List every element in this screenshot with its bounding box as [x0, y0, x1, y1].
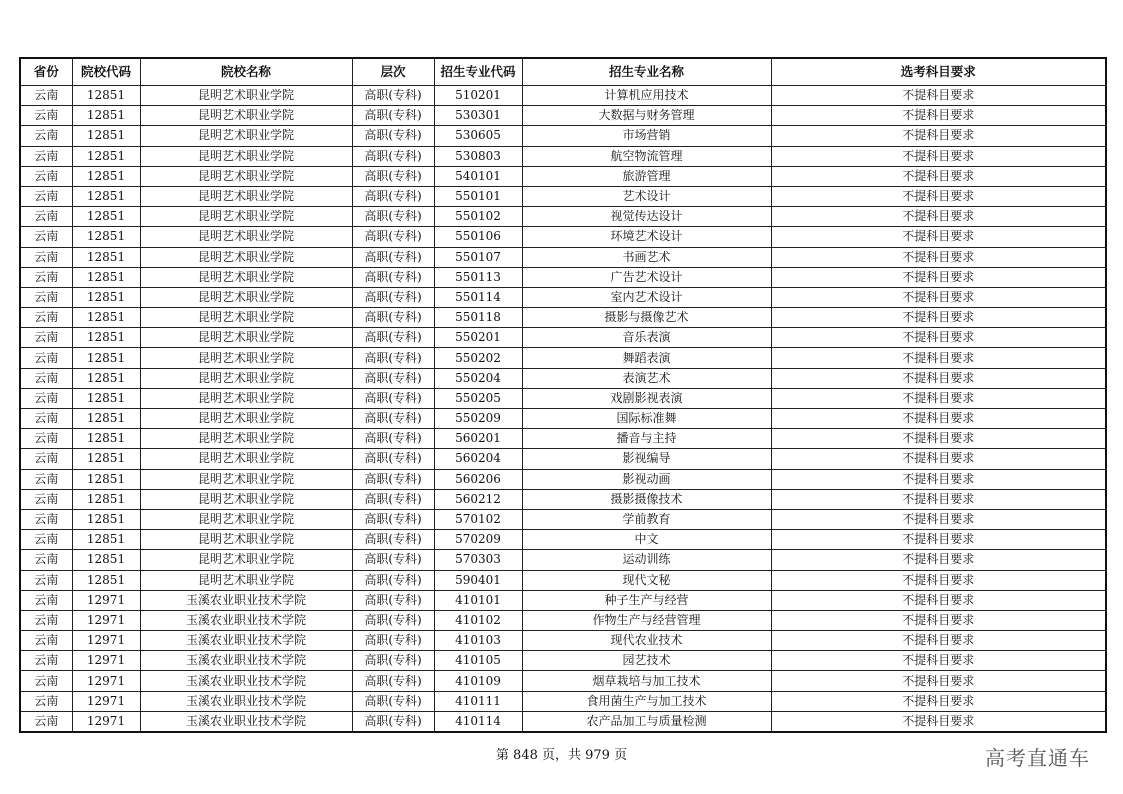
- cell-major-code: 550209: [434, 409, 522, 429]
- cell-school-code: 12851: [72, 368, 140, 388]
- cell-school-name: 昆明艺术职业学院: [140, 550, 352, 570]
- cell-province: 云南: [20, 691, 72, 711]
- table-row: [20, 328, 1106, 348]
- cell-major-name: 摄影与摄像艺术: [522, 308, 771, 328]
- cell-province: 云南: [20, 348, 72, 368]
- cell-level: 高职(专科): [352, 287, 434, 307]
- cell-major-name: 计算机应用技术: [522, 86, 771, 106]
- header-row: [20, 58, 1106, 86]
- header-major-name: 招生专业名称: [522, 58, 771, 86]
- cell-major-code: 550114: [434, 287, 522, 307]
- table-row: [20, 429, 1106, 449]
- cell-subject-requirement: 不提科目要求: [771, 711, 1106, 732]
- cell-school-name: 昆明艺术职业学院: [140, 509, 352, 529]
- cell-level: 高职(专科): [352, 247, 434, 267]
- cell-province: 云南: [20, 429, 72, 449]
- table-row: [20, 368, 1106, 388]
- table-row: [20, 287, 1106, 307]
- cell-level: 高职(专科): [352, 610, 434, 630]
- cell-major-code: 410105: [434, 651, 522, 671]
- cell-major-name: 农产品加工与质量检测: [522, 711, 771, 732]
- cell-major-code: 570209: [434, 530, 522, 550]
- cell-major-name: 书画艺术: [522, 247, 771, 267]
- cell-subject-requirement: 不提科目要求: [771, 388, 1106, 408]
- cell-major-name: 旅游管理: [522, 166, 771, 186]
- cell-level: 高职(专科): [352, 489, 434, 509]
- cell-school-code: 12971: [72, 711, 140, 732]
- table-row: [20, 631, 1106, 651]
- admission-table: [19, 57, 1107, 733]
- table-row: [20, 388, 1106, 408]
- cell-major-name: 航空物流管理: [522, 146, 771, 166]
- cell-school-name: 玉溪农业职业技术学院: [140, 651, 352, 671]
- cell-school-name: 昆明艺术职业学院: [140, 308, 352, 328]
- cell-major-name: 中文: [522, 530, 771, 550]
- cell-school-name: 昆明艺术职业学院: [140, 429, 352, 449]
- cell-province: 云南: [20, 186, 72, 206]
- cell-major-name: 现代文秘: [522, 570, 771, 590]
- table-row: [20, 449, 1106, 469]
- cell-subject-requirement: 不提科目要求: [771, 126, 1106, 146]
- cell-level: 高职(专科): [352, 126, 434, 146]
- cell-major-name: 视觉传达设计: [522, 207, 771, 227]
- cell-school-code: 12851: [72, 489, 140, 509]
- cell-level: 高职(专科): [352, 409, 434, 429]
- cell-school-code: 12851: [72, 126, 140, 146]
- cell-subject-requirement: 不提科目要求: [771, 287, 1106, 307]
- header-school-code: 院校代码: [72, 58, 140, 86]
- cell-major-code: 550113: [434, 267, 522, 287]
- cell-subject-requirement: 不提科目要求: [771, 247, 1106, 267]
- cell-major-code: 590401: [434, 570, 522, 590]
- cell-subject-requirement: 不提科目要求: [771, 550, 1106, 570]
- cell-school-name: 昆明艺术职业学院: [140, 106, 352, 126]
- page-number: 第 848 页，共 979 页: [495, 748, 628, 763]
- cell-subject-requirement: 不提科目要求: [771, 166, 1106, 186]
- table-row: [20, 509, 1106, 529]
- cell-major-name: 园艺技术: [522, 651, 771, 671]
- cell-school-code: 12851: [72, 186, 140, 206]
- cell-province: 云南: [20, 368, 72, 388]
- table-row: [20, 590, 1106, 610]
- cell-major-code: 540101: [434, 166, 522, 186]
- table-row: [20, 86, 1106, 106]
- cell-school-name: 昆明艺术职业学院: [140, 530, 352, 550]
- cell-province: 云南: [20, 287, 72, 307]
- cell-school-code: 12851: [72, 469, 140, 489]
- cell-province: 云南: [20, 308, 72, 328]
- cell-level: 高职(专科): [352, 348, 434, 368]
- cell-major-code: 530803: [434, 146, 522, 166]
- cell-school-code: 12851: [72, 328, 140, 348]
- table-row: [20, 267, 1106, 287]
- cell-province: 云南: [20, 126, 72, 146]
- cell-subject-requirement: 不提科目要求: [771, 429, 1106, 449]
- cell-school-code: 12971: [72, 631, 140, 651]
- watermark: 高考直通车: [985, 746, 1090, 770]
- cell-level: 高职(专科): [352, 590, 434, 610]
- cell-subject-requirement: 不提科目要求: [771, 590, 1106, 610]
- cell-major-code: 530605: [434, 126, 522, 146]
- cell-major-code: 510201: [434, 86, 522, 106]
- table-row: [20, 186, 1106, 206]
- cell-level: 高职(专科): [352, 186, 434, 206]
- cell-school-code: 12851: [72, 287, 140, 307]
- cell-level: 高职(专科): [352, 429, 434, 449]
- cell-province: 云南: [20, 388, 72, 408]
- cell-major-code: 550118: [434, 308, 522, 328]
- cell-level: 高职(专科): [352, 449, 434, 469]
- cell-major-name: 市场营销: [522, 126, 771, 146]
- table-row: [20, 166, 1106, 186]
- cell-subject-requirement: 不提科目要求: [771, 651, 1106, 671]
- cell-subject-requirement: 不提科目要求: [771, 671, 1106, 691]
- cell-school-name: 昆明艺术职业学院: [140, 469, 352, 489]
- cell-school-name: 昆明艺术职业学院: [140, 207, 352, 227]
- cell-level: 高职(专科): [352, 106, 434, 126]
- cell-school-code: 12971: [72, 691, 140, 711]
- cell-major-code: 530301: [434, 106, 522, 126]
- cell-major-name: 艺术设计: [522, 186, 771, 206]
- cell-major-code: 550202: [434, 348, 522, 368]
- cell-level: 高职(专科): [352, 509, 434, 529]
- cell-major-code: 550101: [434, 186, 522, 206]
- cell-subject-requirement: 不提科目要求: [771, 691, 1106, 711]
- cell-major-name: 广告艺术设计: [522, 267, 771, 287]
- cell-major-name: 戏剧影视表演: [522, 388, 771, 408]
- cell-level: 高职(专科): [352, 631, 434, 651]
- cell-school-code: 12971: [72, 651, 140, 671]
- cell-level: 高职(专科): [352, 267, 434, 287]
- table-header: [20, 58, 1106, 86]
- table-row: [20, 409, 1106, 429]
- table-row: [20, 711, 1106, 732]
- cell-school-name: 昆明艺术职业学院: [140, 267, 352, 287]
- cell-province: 云南: [20, 651, 72, 671]
- cell-level: 高职(专科): [352, 530, 434, 550]
- cell-subject-requirement: 不提科目要求: [771, 267, 1106, 287]
- cell-major-name: 表演艺术: [522, 368, 771, 388]
- cell-level: 高职(专科): [352, 651, 434, 671]
- header-major-code: 招生专业代码: [434, 58, 522, 86]
- cell-major-code: 560212: [434, 489, 522, 509]
- cell-province: 云南: [20, 86, 72, 106]
- cell-level: 高职(专科): [352, 146, 434, 166]
- table-row: [20, 489, 1106, 509]
- cell-major-code: 550201: [434, 328, 522, 348]
- cell-level: 高职(专科): [352, 671, 434, 691]
- cell-subject-requirement: 不提科目要求: [771, 186, 1106, 206]
- cell-school-code: 12851: [72, 106, 140, 126]
- cell-subject-requirement: 不提科目要求: [771, 631, 1106, 651]
- cell-major-name: 国际标准舞: [522, 409, 771, 429]
- cell-level: 高职(专科): [352, 570, 434, 590]
- cell-subject-requirement: 不提科目要求: [771, 489, 1106, 509]
- cell-major-code: 560204: [434, 449, 522, 469]
- cell-school-name: 昆明艺术职业学院: [140, 368, 352, 388]
- cell-level: 高职(专科): [352, 166, 434, 186]
- cell-school-name: 玉溪农业职业技术学院: [140, 631, 352, 651]
- cell-major-name: 音乐表演: [522, 328, 771, 348]
- header-school-name: 院校名称: [140, 58, 352, 86]
- cell-subject-requirement: 不提科目要求: [771, 227, 1106, 247]
- cell-subject-requirement: 不提科目要求: [771, 308, 1106, 328]
- cell-subject-requirement: 不提科目要求: [771, 530, 1106, 550]
- cell-school-code: 12851: [72, 388, 140, 408]
- cell-subject-requirement: 不提科目要求: [771, 409, 1106, 429]
- cell-province: 云南: [20, 328, 72, 348]
- table-row: [20, 671, 1106, 691]
- cell-major-code: 560201: [434, 429, 522, 449]
- cell-province: 云南: [20, 530, 72, 550]
- cell-major-name: 播音与主持: [522, 429, 771, 449]
- cell-level: 高职(专科): [352, 469, 434, 489]
- cell-level: 高职(专科): [352, 691, 434, 711]
- cell-major-code: 410102: [434, 610, 522, 630]
- cell-school-code: 12971: [72, 671, 140, 691]
- cell-major-name: 烟草栽培与加工技术: [522, 671, 771, 691]
- cell-major-name: 食用菌生产与加工技术: [522, 691, 771, 711]
- cell-province: 云南: [20, 227, 72, 247]
- cell-province: 云南: [20, 671, 72, 691]
- cell-province: 云南: [20, 247, 72, 267]
- cell-school-name: 昆明艺术职业学院: [140, 227, 352, 247]
- cell-province: 云南: [20, 489, 72, 509]
- cell-province: 云南: [20, 590, 72, 610]
- cell-school-name: 昆明艺术职业学院: [140, 449, 352, 469]
- cell-subject-requirement: 不提科目要求: [771, 449, 1106, 469]
- cell-province: 云南: [20, 610, 72, 630]
- table-row: [20, 469, 1106, 489]
- cell-school-code: 12851: [72, 429, 140, 449]
- cell-province: 云南: [20, 469, 72, 489]
- cell-level: 高职(专科): [352, 328, 434, 348]
- cell-province: 云南: [20, 267, 72, 287]
- table-row: [20, 570, 1106, 590]
- cell-major-code: 550106: [434, 227, 522, 247]
- table-row: [20, 126, 1106, 146]
- cell-school-code: 12851: [72, 146, 140, 166]
- cell-school-name: 昆明艺术职业学院: [140, 570, 352, 590]
- cell-province: 云南: [20, 146, 72, 166]
- cell-major-name: 大数据与财务管理: [522, 106, 771, 126]
- table-row: [20, 227, 1106, 247]
- cell-level: 高职(专科): [352, 550, 434, 570]
- table-row: [20, 610, 1106, 630]
- cell-school-code: 12851: [72, 449, 140, 469]
- cell-school-code: 12971: [72, 590, 140, 610]
- cell-province: 云南: [20, 409, 72, 429]
- cell-province: 云南: [20, 106, 72, 126]
- cell-major-code: 410103: [434, 631, 522, 651]
- cell-level: 高职(专科): [352, 711, 434, 732]
- table-row: [20, 247, 1106, 267]
- cell-subject-requirement: 不提科目要求: [771, 509, 1106, 529]
- cell-subject-requirement: 不提科目要求: [771, 106, 1106, 126]
- cell-level: 高职(专科): [352, 368, 434, 388]
- cell-school-code: 12851: [72, 207, 140, 227]
- table-row: [20, 146, 1106, 166]
- cell-school-name: 玉溪农业职业技术学院: [140, 711, 352, 732]
- cell-school-name: 玉溪农业职业技术学院: [140, 671, 352, 691]
- cell-school-code: 12851: [72, 308, 140, 328]
- cell-school-name: 玉溪农业职业技术学院: [140, 610, 352, 630]
- table-row: [20, 550, 1106, 570]
- cell-major-name: 运动训练: [522, 550, 771, 570]
- cell-major-code: 410109: [434, 671, 522, 691]
- cell-subject-requirement: 不提科目要求: [771, 610, 1106, 630]
- cell-province: 云南: [20, 711, 72, 732]
- cell-major-name: 学前教育: [522, 509, 771, 529]
- cell-major-code: 570102: [434, 509, 522, 529]
- table-row: [20, 348, 1106, 368]
- cell-major-name: 影视动画: [522, 469, 771, 489]
- cell-school-name: 玉溪农业职业技术学院: [140, 590, 352, 610]
- cell-province: 云南: [20, 449, 72, 469]
- cell-major-code: 550107: [434, 247, 522, 267]
- cell-subject-requirement: 不提科目要求: [771, 348, 1106, 368]
- cell-major-name: 现代农业技术: [522, 631, 771, 651]
- cell-major-name: 室内艺术设计: [522, 287, 771, 307]
- cell-province: 云南: [20, 550, 72, 570]
- cell-major-code: 410114: [434, 711, 522, 732]
- cell-subject-requirement: 不提科目要求: [771, 368, 1106, 388]
- cell-subject-requirement: 不提科目要求: [771, 86, 1106, 106]
- cell-major-name: 作物生产与经营管理: [522, 610, 771, 630]
- cell-school-code: 12851: [72, 550, 140, 570]
- cell-major-code: 550205: [434, 388, 522, 408]
- cell-school-name: 玉溪农业职业技术学院: [140, 691, 352, 711]
- cell-province: 云南: [20, 570, 72, 590]
- table-row: [20, 207, 1106, 227]
- cell-province: 云南: [20, 631, 72, 651]
- cell-major-code: 410101: [434, 590, 522, 610]
- cell-level: 高职(专科): [352, 388, 434, 408]
- cell-major-name: 环境艺术设计: [522, 227, 771, 247]
- table-row: [20, 530, 1106, 550]
- cell-subject-requirement: 不提科目要求: [771, 570, 1106, 590]
- header-subject-requirement: 选考科目要求: [771, 58, 1106, 86]
- cell-school-name: 昆明艺术职业学院: [140, 287, 352, 307]
- cell-subject-requirement: 不提科目要求: [771, 328, 1106, 348]
- cell-major-code: 410111: [434, 691, 522, 711]
- cell-school-code: 12851: [72, 409, 140, 429]
- cell-school-name: 昆明艺术职业学院: [140, 166, 352, 186]
- cell-school-code: 12851: [72, 247, 140, 267]
- cell-school-name: 昆明艺术职业学院: [140, 146, 352, 166]
- table-body: [20, 86, 1106, 733]
- table-row: [20, 106, 1106, 126]
- cell-level: 高职(专科): [352, 227, 434, 247]
- cell-school-code: 12851: [72, 530, 140, 550]
- cell-major-name: 影视编导: [522, 449, 771, 469]
- cell-major-name: 种子生产与经营: [522, 590, 771, 610]
- cell-school-code: 12851: [72, 348, 140, 368]
- cell-school-code: 12851: [72, 227, 140, 247]
- table-row: [20, 691, 1106, 711]
- cell-level: 高职(专科): [352, 308, 434, 328]
- cell-major-code: 550204: [434, 368, 522, 388]
- cell-school-code: 12971: [72, 610, 140, 630]
- cell-school-code: 12851: [72, 570, 140, 590]
- cell-school-name: 昆明艺术职业学院: [140, 489, 352, 509]
- cell-school-name: 昆明艺术职业学院: [140, 86, 352, 106]
- cell-school-name: 昆明艺术职业学院: [140, 348, 352, 368]
- cell-school-name: 昆明艺术职业学院: [140, 126, 352, 146]
- cell-subject-requirement: 不提科目要求: [771, 469, 1106, 489]
- cell-major-code: 570303: [434, 550, 522, 570]
- cell-level: 高职(专科): [352, 86, 434, 106]
- header-province: 省份: [20, 58, 72, 86]
- cell-school-code: 12851: [72, 509, 140, 529]
- cell-province: 云南: [20, 207, 72, 227]
- cell-province: 云南: [20, 509, 72, 529]
- header-level: 层次: [352, 58, 434, 86]
- cell-school-code: 12851: [72, 267, 140, 287]
- table-row: [20, 651, 1106, 671]
- cell-province: 云南: [20, 166, 72, 186]
- table-row: [20, 308, 1106, 328]
- cell-school-name: 昆明艺术职业学院: [140, 247, 352, 267]
- cell-major-code: 560206: [434, 469, 522, 489]
- cell-major-name: 舞蹈表演: [522, 348, 771, 368]
- cell-level: 高职(专科): [352, 207, 434, 227]
- cell-subject-requirement: 不提科目要求: [771, 207, 1106, 227]
- cell-school-name: 昆明艺术职业学院: [140, 328, 352, 348]
- cell-school-name: 昆明艺术职业学院: [140, 409, 352, 429]
- cell-major-name: 摄影摄像技术: [522, 489, 771, 509]
- cell-subject-requirement: 不提科目要求: [771, 146, 1106, 166]
- cell-major-code: 550102: [434, 207, 522, 227]
- cell-school-name: 昆明艺术职业学院: [140, 186, 352, 206]
- cell-school-name: 昆明艺术职业学院: [140, 388, 352, 408]
- cell-school-code: 12851: [72, 166, 140, 186]
- cell-school-code: 12851: [72, 86, 140, 106]
